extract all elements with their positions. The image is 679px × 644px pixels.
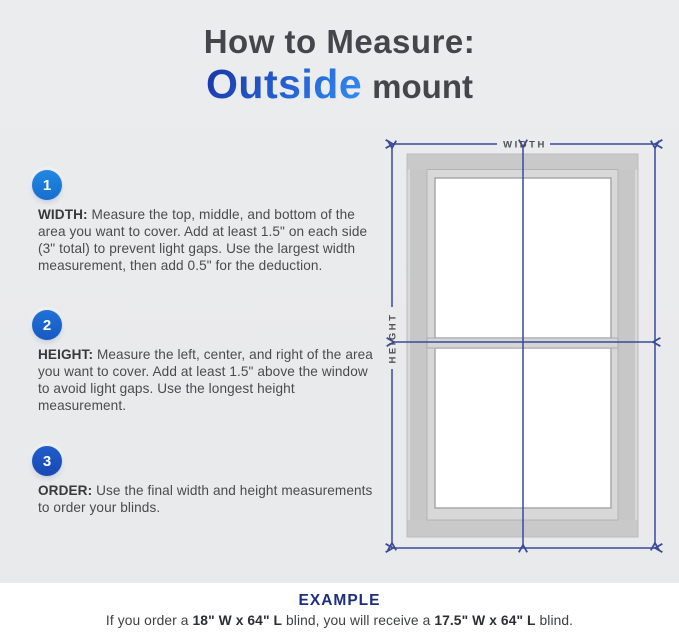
- example-prefix: If you order a: [105, 613, 193, 628]
- page-title: [0, 24, 679, 107]
- example-heading: EXAMPLE: [298, 592, 381, 609]
- height-arrow-label: HEIGHT: [387, 312, 399, 364]
- window-diagram-svg: [380, 130, 672, 570]
- title-highlight: Outside: [206, 61, 363, 108]
- step-3-text: [38, 483, 374, 517]
- example-sentence: [0, 613, 679, 628]
- step-2-text: [38, 347, 374, 415]
- title-line1: How to Measure:: [203, 23, 476, 60]
- step-2-label: HEIGHT:: [38, 347, 94, 362]
- step-order: [38, 446, 374, 517]
- step-height: [38, 310, 374, 415]
- window-left-jamb: [410, 170, 427, 521]
- example-middle: blind, you will receive a: [282, 613, 435, 628]
- step-3-label: ORDER:: [38, 483, 93, 498]
- example-received-size: 17.5" W x 64" L: [434, 613, 536, 628]
- example-suffix: blind.: [535, 613, 574, 628]
- step-width: [38, 170, 374, 275]
- step-1-body: Measure the top, middle, and bottom of the area you want to cover. Add at least 1.5" on each side (3" total) to prevent light gaps. Use the largest width measurement, then add 0.5" for the deduction.: [38, 207, 368, 273]
- step-3-badge: 3: [32, 446, 62, 476]
- step-3-body: Use the final width and height measurements to order your blinds.: [38, 483, 373, 515]
- width-arrow-label: WIDTH: [503, 139, 547, 151]
- window-measurement-diagram: [380, 130, 672, 570]
- step-1-label: WIDTH:: [38, 207, 88, 222]
- step-1-text: [38, 207, 374, 275]
- step-2-badge: 2: [32, 310, 62, 340]
- example-ordered-size: 18" W x 64" L: [192, 613, 283, 628]
- title-line2: [0, 62, 679, 107]
- title-suffix: mount: [372, 68, 473, 106]
- example-footer: [0, 583, 679, 644]
- step-1-badge: 1: [32, 170, 62, 200]
- window-right-jamb: [618, 170, 635, 521]
- step-2-body: Measure the left, center, and right of the area you want to cover. Add at least 1.5" above the window to avoid light gaps. Use the longest height measurement.: [38, 347, 373, 413]
